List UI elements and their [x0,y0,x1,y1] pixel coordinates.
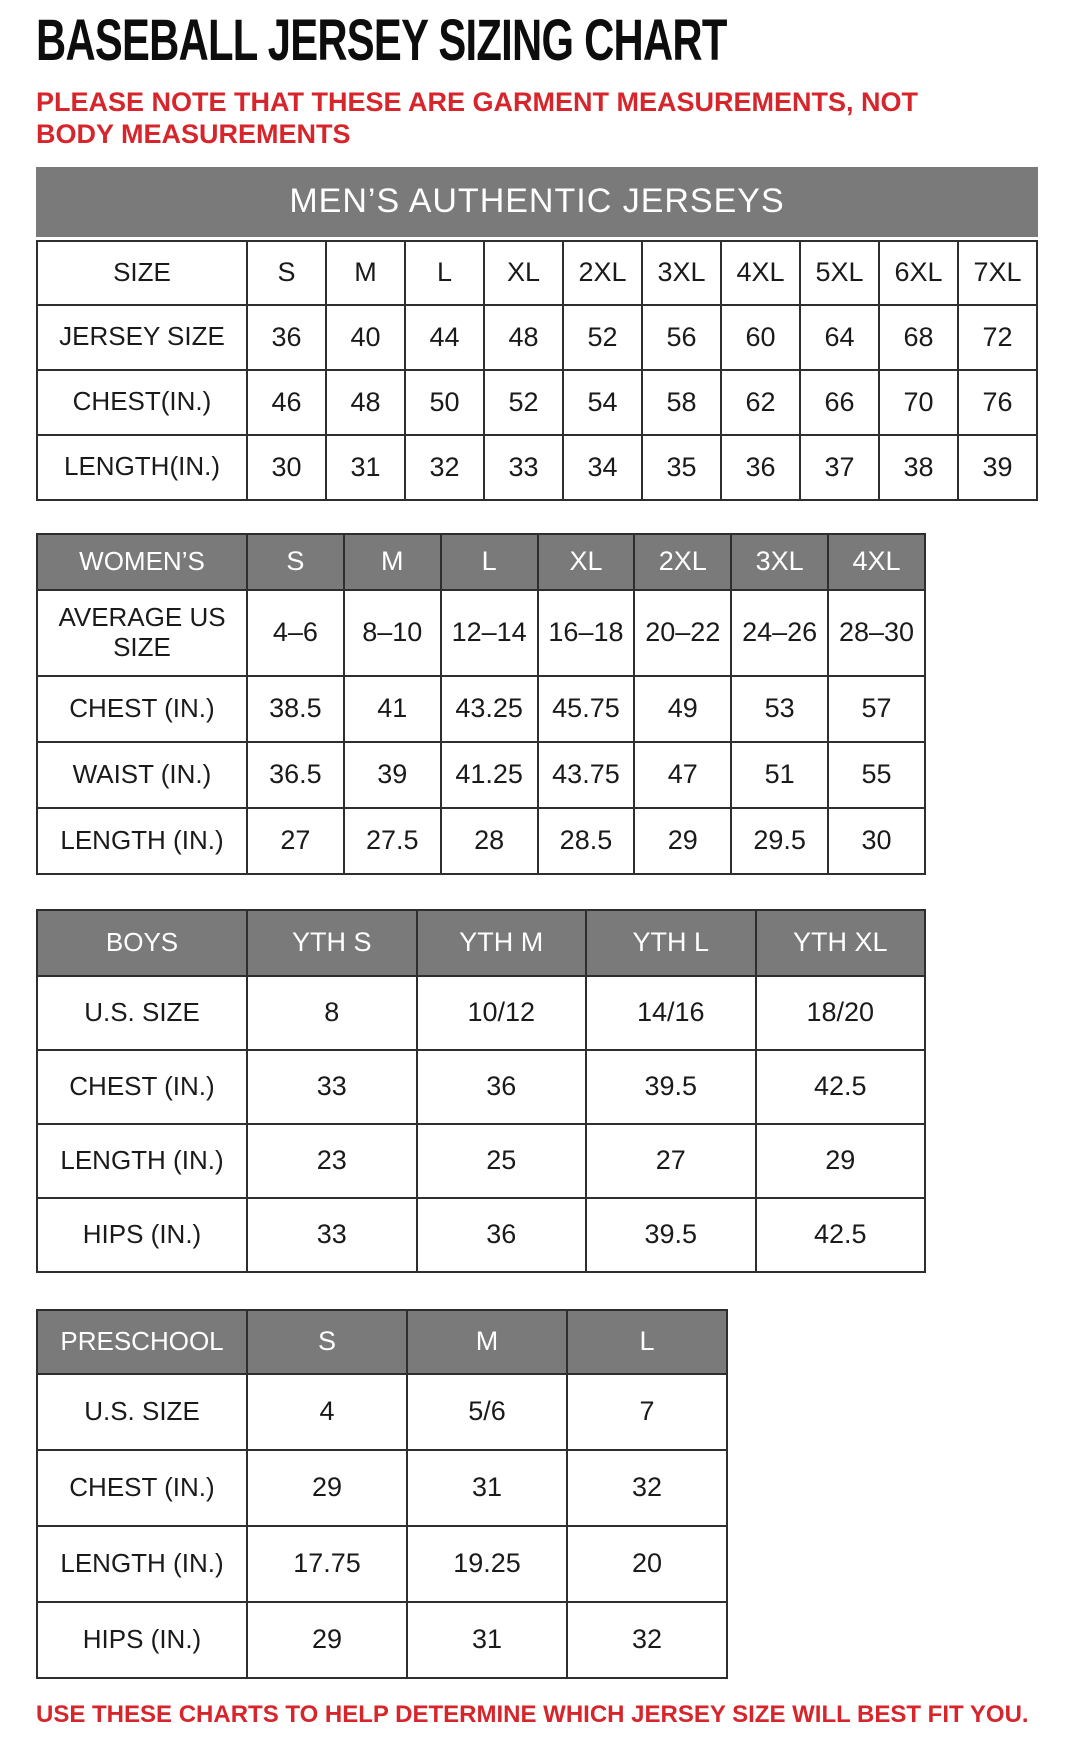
measurement-label-cell: LENGTH (IN.) [37,1124,247,1198]
size-header-cell: L [567,1310,727,1374]
measurement-value-cell: 41.25 [441,742,538,808]
measurement-value-cell: 30 [247,435,326,500]
size-header-cell: 6XL [879,241,958,305]
size-header-cell: YTH S [247,910,417,976]
measurement-label-cell: WAIST (IN.) [37,742,247,808]
measurement-row [37,370,1037,435]
measurement-value-cell: 76 [958,370,1037,435]
measurement-value-cell: 49 [634,676,731,742]
measurement-row [37,1602,727,1678]
measurement-value-cell: 42.5 [756,1050,926,1124]
measurement-value-cell: 48 [484,305,563,370]
measurement-value-cell: 12–14 [441,590,538,676]
measurement-value-cell: 27 [247,808,344,874]
measurement-row [37,435,1037,500]
measurement-value-cell: 19.25 [407,1526,567,1602]
measurement-label-cell: CHEST(IN.) [37,370,247,435]
table-title-cell: PRESCHOOL [37,1310,247,1374]
size-header-cell: 4XL [721,241,800,305]
measurement-value-cell: 32 [567,1450,727,1526]
measurement-value-cell: 42.5 [756,1198,926,1272]
measurement-value-cell: 24–26 [731,590,828,676]
measurement-value-cell: 28 [441,808,538,874]
measurement-label-cell: HIPS (IN.) [37,1198,247,1272]
measurement-value-cell: 51 [731,742,828,808]
measurement-label-cell: LENGTH(IN.) [37,435,247,500]
measurement-value-cell: 36.5 [247,742,344,808]
size-header-cell: S [247,241,326,305]
measurement-value-cell: 28–30 [828,590,925,676]
page-title-text: BASEBALL JERSEY SIZING CHART [36,8,727,73]
measurement-value-cell: 39 [344,742,441,808]
measurement-value-cell: 70 [879,370,958,435]
table-title-cell: WOMEN’S [37,534,247,590]
measurement-value-cell: 25 [417,1124,587,1198]
size-header-cell: 3XL [731,534,828,590]
size-header-row [37,910,925,976]
measurement-value-cell: 36 [247,305,326,370]
mens-authentic-jerseys-banner: MEN’S AUTHENTIC JERSEYS [36,167,1038,237]
measurement-value-cell: 64 [800,305,879,370]
measurement-label-cell: U.S. SIZE [37,1374,247,1450]
measurement-value-cell: 20 [567,1526,727,1602]
measurement-label-cell: CHEST (IN.) [37,1450,247,1526]
measurement-value-cell: 32 [405,435,484,500]
measurement-value-cell: 7 [567,1374,727,1450]
size-header-cell: S [247,1310,407,1374]
measurement-value-cell: 33 [247,1198,417,1272]
measurement-row [37,1374,727,1450]
page-title [36,8,1041,76]
measurement-value-cell: 36 [721,435,800,500]
size-header-cell: L [441,534,538,590]
measurement-label-cell: HIPS (IN.) [37,1602,247,1678]
measurement-row [37,1526,727,1602]
measurement-value-cell: 45.75 [538,676,635,742]
measurement-value-cell: 41 [344,676,441,742]
measurement-value-cell: 48 [326,370,405,435]
measurement-value-cell: 4 [247,1374,407,1450]
size-header-cell: YTH M [417,910,587,976]
measurement-value-cell: 40 [326,305,405,370]
measurement-value-cell: 38.5 [247,676,344,742]
mens-sizing-table [36,240,1038,501]
measurement-value-cell: 52 [563,305,642,370]
size-header-cell: M [326,241,405,305]
size-header-cell: 7XL [958,241,1037,305]
measurement-value-cell: 35 [642,435,721,500]
measurement-label-cell: CHEST (IN.) [37,676,247,742]
size-header-cell: YTH L [586,910,756,976]
measurement-value-cell: 18/20 [756,976,926,1050]
size-header-cell: YTH XL [756,910,926,976]
measurement-label-cell: LENGTH (IN.) [37,808,247,874]
preschool-sizing-table [36,1309,728,1679]
measurement-value-cell: 31 [407,1450,567,1526]
size-header-cell: 2XL [634,534,731,590]
measurement-value-cell: 14/16 [586,976,756,1050]
size-header-cell: 5XL [800,241,879,305]
measurement-value-cell: 68 [879,305,958,370]
measurement-value-cell: 43.25 [441,676,538,742]
measurement-value-cell: 32 [567,1602,727,1678]
measurement-value-cell: 27 [586,1124,756,1198]
measurement-value-cell: 43.75 [538,742,635,808]
measurement-value-cell: 39 [958,435,1037,500]
size-header-cell: XL [484,241,563,305]
measurement-value-cell: 29 [247,1450,407,1526]
measurement-row [37,1198,925,1272]
measurement-value-cell: 20–22 [634,590,731,676]
measurement-row [37,1050,925,1124]
measurement-value-cell: 66 [800,370,879,435]
measurement-value-cell: 28.5 [538,808,635,874]
measurement-label-cell: AVERAGE US SIZE [37,590,247,676]
measurement-label-cell: LENGTH (IN.) [37,1526,247,1602]
measurement-value-cell: 53 [731,676,828,742]
measurement-value-cell: 62 [721,370,800,435]
measurement-value-cell: 57 [828,676,925,742]
measurement-value-cell: 33 [484,435,563,500]
measurement-row [37,1450,727,1526]
measurement-value-cell: 8–10 [344,590,441,676]
size-header-row [37,1310,727,1374]
size-header-cell: XL [538,534,635,590]
measurement-value-cell: 23 [247,1124,417,1198]
size-header-cell: L [405,241,484,305]
measurement-value-cell: 37 [800,435,879,500]
measurement-value-cell: 56 [642,305,721,370]
measurement-row [37,590,925,676]
table-title-cell: BOYS [37,910,247,976]
measurement-value-cell: 72 [958,305,1037,370]
measurement-row [37,742,925,808]
measurement-value-cell: 16–18 [538,590,635,676]
measurement-value-cell: 47 [634,742,731,808]
measurement-value-cell: 31 [407,1602,567,1678]
measurement-value-cell: 27.5 [344,808,441,874]
measurement-row [37,808,925,874]
size-header-cell: 2XL [563,241,642,305]
measurement-value-cell: 38 [879,435,958,500]
measurement-value-cell: 54 [563,370,642,435]
measurement-value-cell: 39.5 [586,1050,756,1124]
measurement-value-cell: 55 [828,742,925,808]
table-title-cell: SIZE [37,241,247,305]
size-header-cell: M [344,534,441,590]
size-header-row [37,241,1037,305]
measurement-value-cell: 36 [417,1198,587,1272]
size-header-cell: 3XL [642,241,721,305]
garment-measurements-note: PLEASE NOTE THAT THESE ARE GARMENT MEASUREMENTS, NOT BODY MEASUREMENTS [36,87,919,150]
measurement-value-cell: 29.5 [731,808,828,874]
measurement-value-cell: 39.5 [586,1198,756,1272]
measurement-value-cell: 8 [247,976,417,1050]
measurement-value-cell: 50 [405,370,484,435]
measurement-label-cell: CHEST (IN.) [37,1050,247,1124]
measurement-value-cell: 29 [756,1124,926,1198]
boys-sizing-table [36,909,926,1273]
measurement-row [37,1124,925,1198]
size-header-cell: 4XL [828,534,925,590]
measurement-value-cell: 17.75 [247,1526,407,1602]
measurement-value-cell: 60 [721,305,800,370]
size-header-cell: S [247,534,344,590]
measurement-value-cell: 30 [828,808,925,874]
measurement-value-cell: 52 [484,370,563,435]
measurement-row [37,976,925,1050]
measurement-value-cell: 36 [417,1050,587,1124]
measurement-value-cell: 5/6 [407,1374,567,1450]
measurement-value-cell: 29 [634,808,731,874]
measurement-value-cell: 33 [247,1050,417,1124]
measurement-row [37,305,1037,370]
measurement-value-cell: 34 [563,435,642,500]
measurement-value-cell: 44 [405,305,484,370]
size-header-row [37,534,925,590]
womens-sizing-table [36,533,926,875]
measurement-label-cell: JERSEY SIZE [37,305,247,370]
measurement-value-cell: 58 [642,370,721,435]
measurement-row [37,676,925,742]
measurement-value-cell: 31 [326,435,405,500]
measurement-label-cell: U.S. SIZE [37,976,247,1050]
measurement-value-cell: 4–6 [247,590,344,676]
measurement-value-cell: 10/12 [417,976,587,1050]
measurement-value-cell: 29 [247,1602,407,1678]
fit-advice-footer: USE THESE CHARTS TO HELP DETERMINE WHICH JERSEY SIZE WILL BEST FIT YOU. [36,1700,1029,1728]
size-header-cell: M [407,1310,567,1374]
measurement-value-cell: 46 [247,370,326,435]
